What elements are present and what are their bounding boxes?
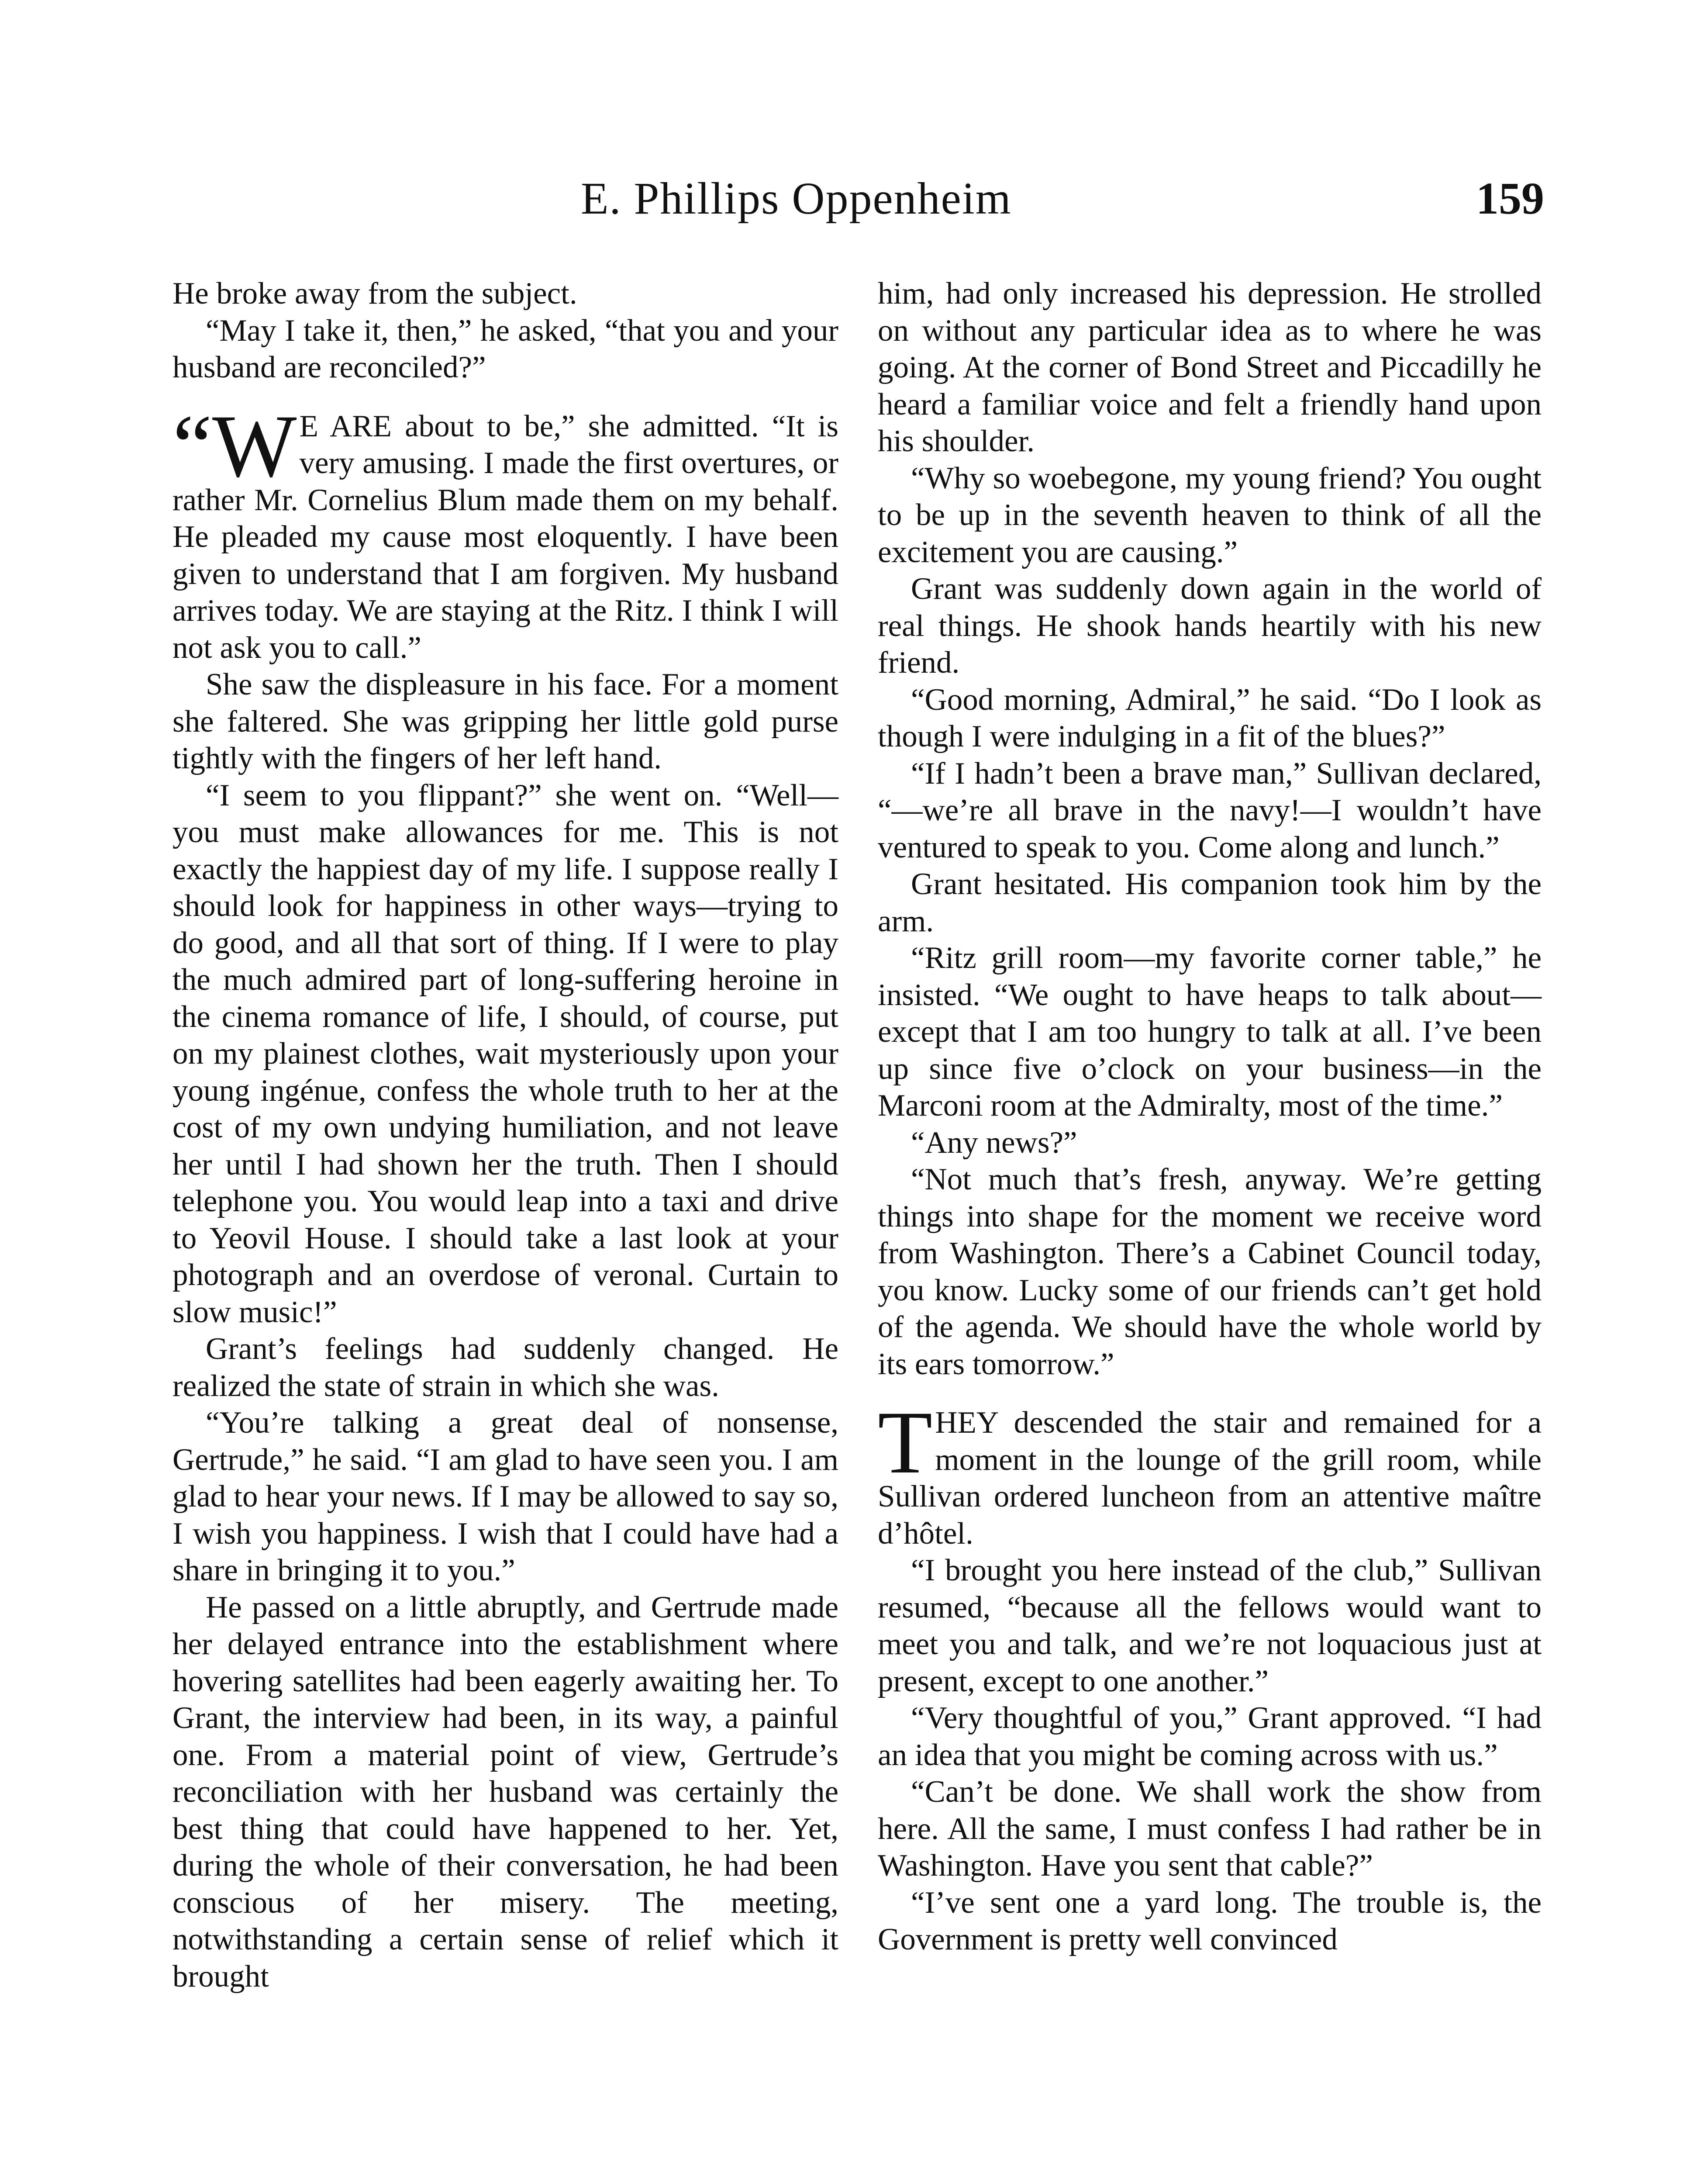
- page-header: [0, 173, 1697, 238]
- drop-cap: T: [878, 1393, 933, 1492]
- continuation-paragraph: him, had only increased his depression. He strolled on without any particular idea as to where he was going. At the corner of Bond Street and Piccadilly he heard a familiar voice and felt a friendly hand upon his shoulder.: [878, 276, 1542, 458]
- paragraph: Grant was suddenly down again in the world of real things. He shook hands heartily with his new friend.: [878, 572, 1542, 680]
- page-number: 159: [1476, 173, 1544, 224]
- paragraph: He passed on a little abruptly, and Gertrude made her delayed entrance into the establishment where hovering satellites had been eagerly awaiting her. To Grant, the interview had been, in its way, a painful one. From a material point of view, Gertrude’s reconciliation with her husband was certainly the best thing that could have happened to her. Yet, during the whole of their conversation, he had been conscious of her misery. The meeting, notwithstanding a certain sense of relief which it brought: [172, 1590, 838, 1994]
- paragraph: He broke away from the subject.: [172, 276, 577, 311]
- section-opening-paragraph: [878, 1393, 1542, 1552]
- paragraph: “Any news?”: [911, 1125, 1077, 1160]
- paragraph: “Ritz grill room—my favorite corner table,” he insisted. “We ought to have heaps to talk about—except that I am too hungry to talk at all. I’ve been up since five o’clock on your business—in the Marconi room at the Admiralty, most of the time.”: [878, 941, 1542, 1123]
- paragraph: Grant hesitated. His companion took him by the arm.: [878, 867, 1542, 938]
- paragraph: “Not much that’s fresh, anyway. We’re getting things into shape for the moment we receive word from Washington. There’s a Cabinet Council today, you know. Lucky some of our friends can’t get hold of the agenda. We should have the whole world by its ears tomorrow.”: [878, 1162, 1542, 1381]
- paragraph: “You’re talking a great deal of nonsense, Gertrude,” he said. “I am glad to have seen you. I am glad to hear your news. If I may be allowed to say so, I wish you happiness. I wish that I could have had a share in bringing it to you.”: [172, 1406, 838, 1587]
- paragraph: “Why so woebegone, my young friend? You ought to be up in the seventh heaven to think of all the excitement you are causing.”: [878, 461, 1542, 569]
- paragraph: “If I hadn’t been a brave man,” Sullivan declared, “—we’re all brave in the navy!—I wouldn’t have ventured to speak to you. Come along and lunch.”: [878, 756, 1542, 864]
- paragraph: “I’ve sent one a yard long. The trouble is, the Government is pretty well convinced: [878, 1885, 1542, 1956]
- paragraph: “I seem to you flippant?” she went on. “Well—you must make allowances for me. This is not exactly the happiest day of my life. I suppose really I should look for happiness in other ways—trying to do good, and all that sort of thing. If I were to play the much admired part of long-suffering heroine in the cinema romance of life, I should, of course, put on my plainest clothes, wait mysteriously upon your young ingénue, confess the whole truth to her at the cost of my own undying humiliation, and not leave her until I had shown her the truth. Then I should telephone you. You would leap into a taxi and drive to Yeovil House. I should take a last look at your photograph and an overdose of veronal. Curtain to slow music!”: [172, 778, 838, 1329]
- paragraph: “Very thoughtful of you,” Grant approved. “I had an idea that you might be coming across with us.”: [878, 1701, 1542, 1772]
- paragraph: “Can’t be done. We shall work the show from here. All the same, I must confess I had rather be in Washington. Have you sent that cable?”: [878, 1775, 1542, 1883]
- section-opening-text: E ARE about to be,” she admitted. “It is very amusing. I made the first overtures, or rather Mr. Cornelius Blum made them on my behalf. He pleaded my cause most eloquently. I have been given to understand that I am forgiven. My husband arrives today. We are staying at the Ritz. I think I will not ask you to call.”: [172, 409, 838, 665]
- left-column: [172, 275, 838, 1995]
- paragraph: “May I take it, then,” he asked, “that you and your husband are reconciled?”: [172, 313, 838, 384]
- paragraph: She saw the displeasure in his face. For a moment she faltered. She was gripping her little gold purse tightly with the fingers of her left hand.: [172, 667, 838, 775]
- section-opening-paragraph: [172, 396, 838, 667]
- paragraph: Grant’s feelings had suddenly changed. He realized the state of strain in which she was.: [172, 1332, 838, 1403]
- paragraph: “I brought you here instead of the club,” Sullivan resumed, “because all the fellows would want to meet you and talk, and we’re not loquacious just at present, except to one another.”: [878, 1553, 1542, 1698]
- paragraph: “Good morning, Admiral,” he said. “Do I look as though I were indulging in a fit of the blues?”: [878, 682, 1542, 753]
- right-column: [878, 275, 1542, 1958]
- running-head-author: E. Phillips Oppenheim: [581, 173, 1012, 224]
- section-opening-text: HEY descended the stair and remained for a moment in the lounge of the grill room, while Sullivan ordered luncheon from an attentive maître d’hôtel.: [878, 1406, 1542, 1551]
- drop-cap: “W: [172, 396, 297, 496]
